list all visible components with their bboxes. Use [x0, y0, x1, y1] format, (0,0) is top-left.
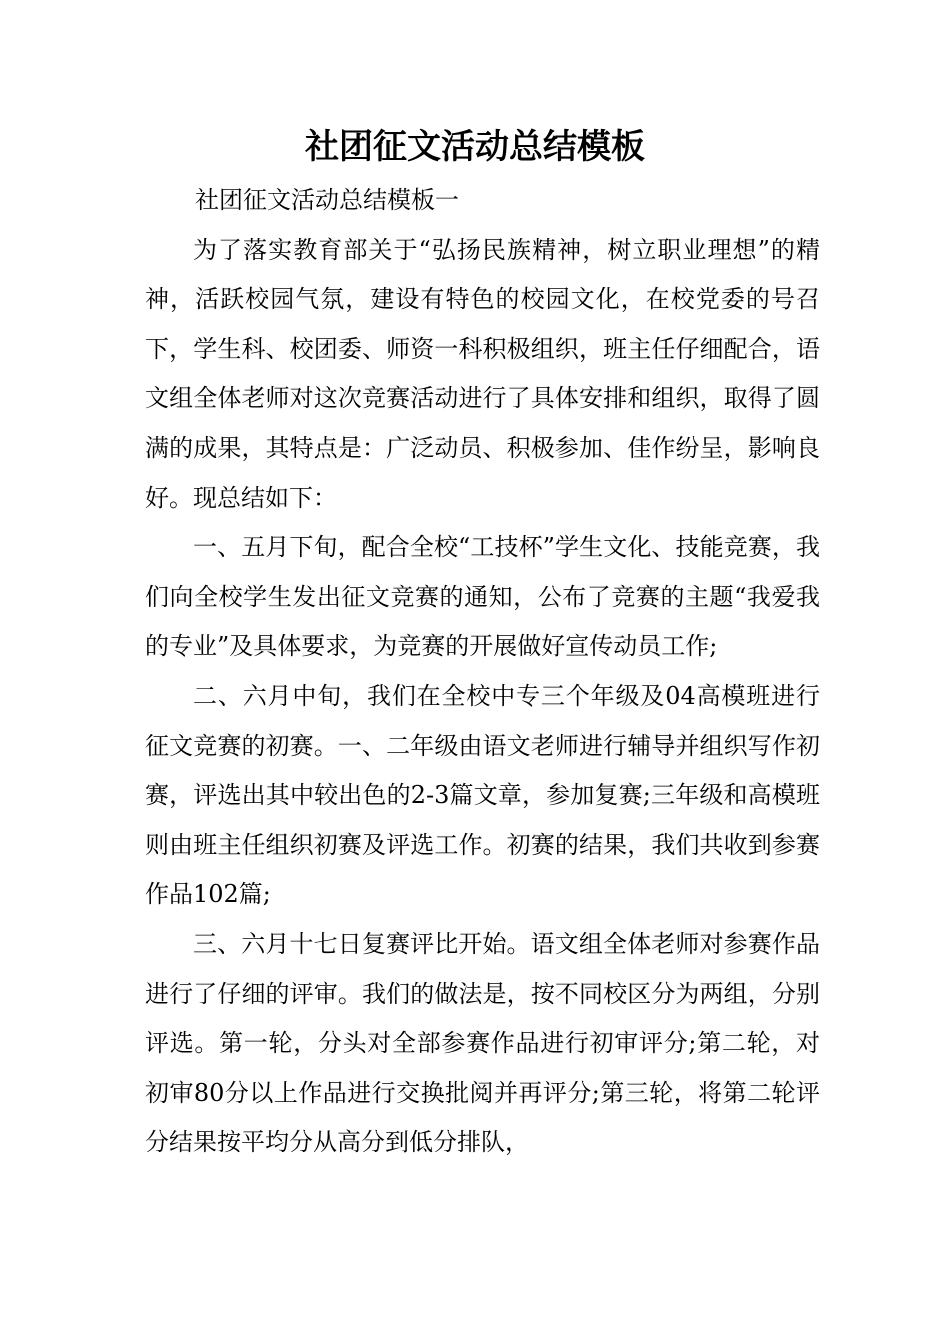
document-body: [145, 176, 820, 1168]
paragraph-item-2: 二、六月中旬，我们在全校中专三个年级及04高模班进行征文竞赛的初赛。一、二年级由语文老师进行辅导并组织写作初赛，评选出其中较出色的2-3篇文章，参加复赛;三年级和高模班则由班主任组织初赛及评选工作。初赛的结果，我们共收到参赛作品102篇;: [145, 681, 820, 909]
paragraph-item-1: 一、五月下旬，配合全校“工技杯”学生文化、技能竞赛，我们向全校学生发出征文竞赛的通知，公布了竞赛的主题“我爱我的专业”及具体要求，为竞赛的开展做好宣传动员工作;: [145, 533, 820, 661]
paragraph-intro: 为了落实教育部关于“弘扬民族精神，树立职业理想”的精神，活跃校园气氛，建设有特色的校园文化，在校党委的号召下，学生科、校团委、师资一科积极组织，班主任仔细配合，语文组全体老师对这次竞赛活动进行了具体安排和组织，取得了圆满的成果，其特点是：广泛动员、积极参加、佳作纷呈，影响良好。现总结如下：: [145, 235, 820, 512]
document-subtitle: 社团征文活动总结模板一: [195, 186, 459, 214]
document-title: 社团征文活动总结模板: [305, 127, 645, 167]
paragraph-item-3: 三、六月十七日复赛评比开始。语文组全体老师对参赛作品进行了仔细的评审。我们的做法是，按不同校区分为两组，分别评选。第一轮，分头对全部参赛作品进行初审评分;第二轮，对初审80分以上作品进行交换批阅并再评分;第三轮，将第二轮评分结果按平均分从高分到低分排队，: [145, 929, 820, 1157]
